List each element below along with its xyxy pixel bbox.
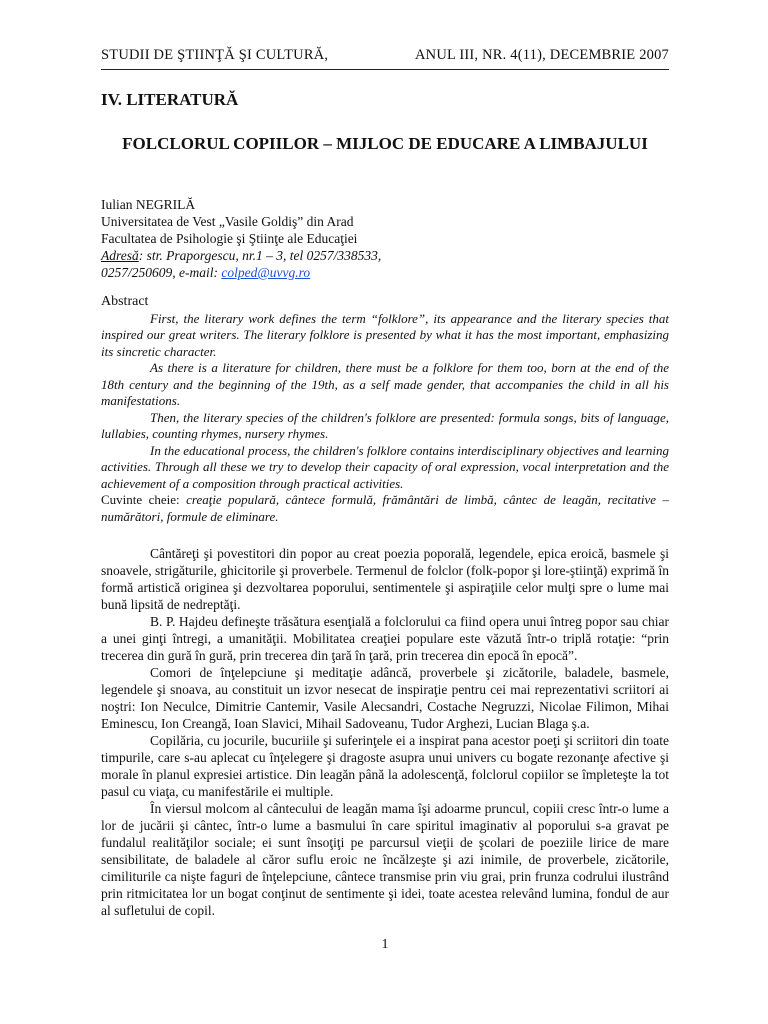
header-divider [101,69,669,70]
journal-name: STUDII DE ŞTIINŢĂ ŞI CULTURĂ, [101,47,329,63]
body-paragraph: Comori de înţelepciune şi meditaţie adâncă, proverbele şi zicătorile, baladele, basmele, legendele şi snoava, au constituit un izvor nesecat de inspiraţie pentru cei mai reprezentativi scriitori ai noştri: Ion Neculce, Dimitrie Cantemir, Vasile Alecsandri, Costache Negruzzi, Nicolae Filimon, Mihai Eminescu, Ion Creangă, Ioan Slavici, Mihail Sadoveanu, Tudor Arghezi, Lucian Blaga ş.a. [101,665,669,731]
body-paragraph: În viersul molcom al cântecului de leagăn mama îşi adoarme pruncul, copiii cresc într-o lume a lor de jucării şi cântec, într-o lume a basmului în care spiritul imaginativ al poporului s-a gravat pe fundalul realităţilor sociale; ei sunt însoţiţi pe parcursul vieţii de şcolari de poeziile lirice de mare sensibilitate, de baladele al căror suflu eroic ne încălzeşte şi azi inimile, de proverbele, zicătorile, cimiliturile ca nişte faguri de înţelepciune, cântece transmise prin viu grai, prin frunza codrului ilustrând prin ritmicitatea lor un bogat conţinut de sentimente şi idei, toate acestea relevând lumina, fondul de aur al sufletului de copil. [101,801,669,918]
author-affiliation-university: Universitatea de Vest „Vasile Goldiş” din Arad [101,214,354,229]
keywords [101,492,669,525]
abstract-heading: Abstract [101,294,149,309]
author-block [101,196,381,281]
issue-info: ANUL III, NR. 4(11), DECEMBRIE 2007 [414,47,669,63]
article-body [101,545,669,919]
section-heading: IV. LITERATURĂ [101,90,239,109]
article-title: FOLCLORUL COPIILOR – MIJLOC DE EDUCARE A LIMBAJULUI [122,134,648,153]
abstract-section [101,294,669,525]
email-link[interactable]: colped@uvvg.ro [221,265,311,280]
address-text: : str. Praporgescu, nr.1 – 3, tel 0257/338533, [138,248,382,263]
abstract-paragraph: Then, the literary species of the children's folklore are presented: formula songs, bits of language, lullabies, counting rhymes, nursery rhymes. [101,409,669,441]
author-address [101,247,381,264]
page-number: 1 [381,937,389,952]
author-contact [101,264,381,281]
body-paragraph: Cântăreţi şi povestitori din popor au creat poezia poporală, legendele, epica eroică, basmele şi snoavele, strigăturile, ghicitorile şi proverbele. Termenul de folclor (folk-popor şi lore-ştiinţă) exprimă în formă artistică originea şi dezvoltarea poporului, sentimentele şi aspiraţiile celor mulţi spre o lume mai bună lipsită de nedreptăţi. [101,546,669,612]
author-affiliation-faculty: Facultatea de Psihologie şi Ştiinţe ale Educaţiei [101,231,358,246]
abstract-paragraph: As there is a literature for children, there must be a folklore for them too, born at the end of the 18th century and the beginning of the 19th, as a self made gender, that accompanies the child in all his manifestations. [101,360,669,408]
body-paragraph: Copilăria, cu jocurile, bucuriile şi suferinţele ei a inspirat pana acestor poeţi şi scriitori din toate timpurile, care s-au aplecat cu înţelegere şi dragoste asupra unui univers cu bogate rezonanţe afective şi morale în planul expresiei artistice. Din leagăn până la adolescenţă, folclorul copiilor se împleteşte la tot pasul cu viaţa, cu manifestările ei multiple. [101,733,669,799]
abstract-paragraph: First, the literary work defines the term “folklore”, its appearance and the literary species that inspired our great writers. The literary folklore is presented by what it has the most important, emphasizing its sincretic character. [101,310,669,359]
contact-text: 0257/250609, e-mail: [101,265,222,280]
author-name: Iulian NEGRILĂ [101,197,196,212]
abstract-paragraph: In the educational process, the children's folklore contains interdisciplinary objectives and learning activities. Through all these we try to develop their capacity of oral expression, vocal interpretation and the achievement of a composition through practical activities. [101,442,669,491]
address-label: Adresă [101,248,139,263]
body-paragraph: B. P. Hajdeu defineşte trăsătura esenţială a folclorului ca fiind opera unui întreg popor sau chiar a unei ginţi întregi, a umanităţii. Mobilitatea creaţiei populare este văzută într-o triplă rotaţie: “prin trecerea din gură în gură, prin trecerea din ţară în ţară, prin trecerea din epocă în epocă”. [101,614,669,663]
keywords-list: creaţie populară, cântece formulă, frământări de limbă, cântec de leagăn, recitative – numărători, formule de eliminare. [101,492,670,524]
keywords-label: Cuvinte cheie: [101,492,187,507]
